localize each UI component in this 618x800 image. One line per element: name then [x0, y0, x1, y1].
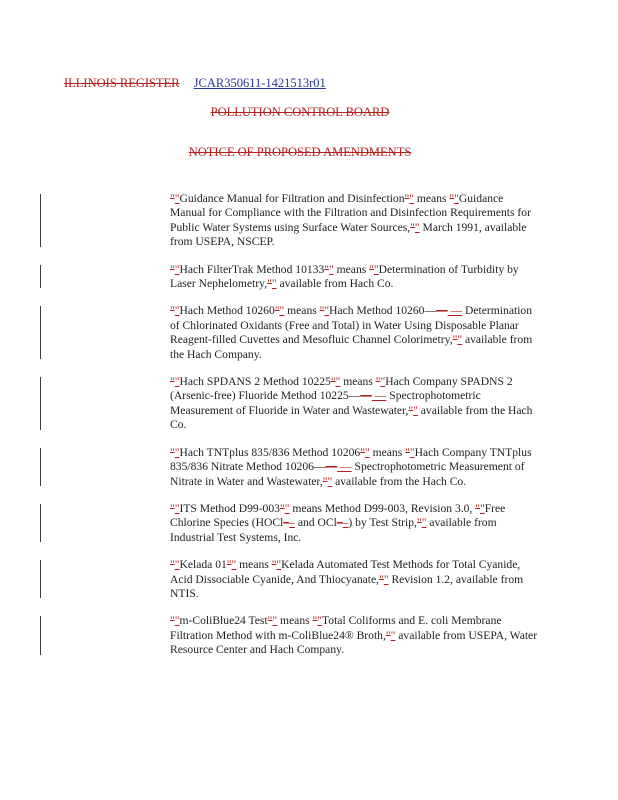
- text-run: Total Coliforms and E. coli Membrane Filtration Method with m-ColiBlue24® Broth,: [170, 614, 502, 642]
- text-run: means: [414, 192, 450, 205]
- text-run: March 1991, available from USEPA, NSCEP.: [170, 220, 527, 249]
- text-run: means: [277, 614, 313, 628]
- inserted-text: ": [454, 192, 459, 205]
- text-run: Hach FilterTrak Method 10133: [179, 262, 325, 276]
- deleted-text: ": [449, 192, 455, 205]
- text-run: Hach Method 10260: [179, 304, 275, 318]
- paragraph: [170, 558, 538, 601]
- text-run: means: [284, 304, 320, 318]
- inserted-text: ": [174, 192, 180, 205]
- deleted-text: ": [170, 558, 175, 572]
- text-run: available from the Hach Company.: [170, 333, 533, 361]
- deleted-text: ": [330, 375, 336, 389]
- paragraph: [170, 614, 538, 657]
- text-run: means: [333, 262, 370, 276]
- deleted-text: ": [226, 558, 232, 572]
- deleted-text: ": [170, 614, 175, 628]
- text-run: available from the Hach Co.: [170, 403, 533, 432]
- deleted-text: ": [369, 262, 374, 276]
- text-run: ITS Method D99-003: [179, 501, 280, 515]
- deleted-text: ": [475, 501, 480, 515]
- deleted-text: –: [336, 516, 343, 530]
- text-run: Spectrophotometric Measurement of Nitrate in Water and Wastewater,: [170, 460, 525, 488]
- inserted-text: ": [231, 558, 237, 572]
- inserted-text: ": [457, 333, 463, 347]
- paragraph: [170, 375, 538, 433]
- inserted-text: ": [174, 501, 180, 515]
- text-run: means Method D99-003, Revision 3.0,: [289, 501, 476, 515]
- deleted-text: ": [170, 304, 175, 318]
- text-run: Spectrophotometric Measurement of Fluoride in Water and Wastewater,: [170, 389, 481, 417]
- inserted-text: ": [421, 516, 427, 530]
- paragraph: [170, 502, 538, 545]
- deleted-text: ": [279, 501, 285, 515]
- inserted-text: ": [327, 474, 333, 488]
- inserted-text: ": [390, 628, 396, 642]
- text-run: Hach Method 10260—: [329, 304, 437, 318]
- text-run: Hach TNTplus 835/836 Method 10206: [179, 445, 361, 459]
- deleted-text: ": [410, 220, 415, 234]
- inserted-text: ": [174, 614, 180, 628]
- text-run: ) by Test Strip,: [348, 516, 417, 530]
- text-run: Determination of Turbidity by Laser Nephelometry,: [170, 262, 519, 291]
- inserted-text: ": [174, 375, 180, 389]
- deleted-text: ": [324, 262, 330, 276]
- text-run: Revision 1.2, available from NTIS.: [170, 572, 524, 600]
- inserted-text: ": [276, 558, 282, 572]
- deleted-text: ": [170, 501, 175, 515]
- paragraph: [170, 263, 538, 292]
- deleted-text: ": [319, 304, 325, 318]
- text-run: Kelada Automated Test Methods for Total Cyanide, Acid Dissociable Cyanide, And Thiocyanate,: [170, 558, 521, 586]
- text-run: means: [340, 375, 376, 389]
- paragraph: [170, 446, 538, 489]
- deleted-text: ": [322, 474, 328, 488]
- deleted-text: ": [170, 262, 175, 276]
- deleted-text: —: [436, 304, 448, 318]
- deleted-text: ": [360, 445, 365, 459]
- text-run: available from Industrial Test Systems, Inc.: [170, 516, 497, 544]
- board-title-line: [0, 105, 600, 120]
- header-line: [64, 76, 326, 91]
- document-body: [170, 192, 538, 671]
- inserted-text: —: [447, 304, 463, 318]
- deleted-text: ": [312, 614, 318, 628]
- deleted-text: ": [375, 375, 381, 389]
- deleted-text: ": [170, 192, 175, 205]
- text-run: means: [236, 558, 272, 572]
- deleted-text: ": [379, 572, 384, 586]
- inserted-text: —: [371, 389, 387, 403]
- inserted-text: ": [380, 375, 386, 389]
- text-run: Guidance Manual for Compliance with the Filtration and Disinfection Requirements for Public Water Systems using Surface Water Sources,: [170, 192, 531, 234]
- inserted-text: ": [413, 403, 418, 417]
- inserted-text: ": [279, 304, 285, 318]
- text-run: Hach SPDANS 2 Method 10225: [179, 375, 331, 389]
- deleted-text: ": [405, 445, 410, 459]
- deleted-text: ": [274, 304, 280, 318]
- deleted-text: ": [408, 403, 414, 417]
- text-run: Hach Company SPADNS 2 (Arsenic-free) Fluoride Method 10225—: [170, 375, 513, 403]
- deleted-text: ": [271, 558, 277, 572]
- deleted-text: ": [170, 445, 175, 459]
- board-title: POLLUTION CONTROL BOARD: [210, 105, 390, 119]
- text-run: available from Hach Co.: [276, 277, 394, 291]
- inserted-text: ": [317, 614, 323, 628]
- inserted-text: ": [284, 501, 290, 515]
- text-run: m-ColiBlue24 Test: [179, 614, 268, 628]
- inserted-text: ": [174, 262, 180, 276]
- text-run: available from the Hach Co.: [332, 474, 467, 488]
- deleted-text: ": [416, 516, 422, 530]
- text-run: Free Chlorine Species (HOCl: [170, 501, 506, 530]
- notice-title: NOTICE OF PROPOSED AMENDMENTS: [188, 145, 412, 159]
- deleted-text: ": [385, 628, 391, 642]
- inserted-text: ": [271, 277, 277, 291]
- inserted-text: ": [329, 262, 334, 276]
- inserted-text: ": [324, 304, 330, 318]
- register-title: ILLINOIS REGISTER: [64, 76, 180, 90]
- inserted-text: ": [272, 614, 278, 628]
- inserted-text: ": [335, 375, 341, 389]
- text-run: Hach Company TNTplus 835/836 Nitrate Method 10206—: [170, 445, 532, 474]
- deleted-text: —: [325, 460, 338, 474]
- paragraph: [170, 192, 538, 250]
- deleted-text: ": [404, 192, 410, 205]
- docket-number: JCAR350611-1421513r01: [193, 76, 326, 90]
- inserted-text: ": [364, 445, 370, 459]
- deleted-text: ": [267, 277, 272, 291]
- inserted-text: –: [289, 516, 295, 530]
- paragraph: [170, 304, 538, 362]
- notice-title-line: [0, 145, 600, 160]
- text-run: Determination of Chlorinated Oxidants (Free and Total) in Water Using Disposable Planar Reagent-filled Cuvettes and Mesofluic Channel Colorimetry,: [170, 304, 533, 347]
- inserted-text: ": [409, 192, 414, 205]
- inserted-text: —: [337, 460, 352, 474]
- text-run: available from USEPA, Water Resource Center and Hach Company.: [170, 628, 538, 657]
- deleted-text: ": [267, 614, 273, 628]
- inserted-text: ": [174, 445, 180, 459]
- text-run: and OCl: [294, 516, 337, 530]
- inserted-text: ": [479, 501, 485, 515]
- inserted-text: ": [383, 572, 389, 586]
- inserted-text: ": [414, 220, 420, 234]
- deleted-text: ": [170, 375, 175, 389]
- text-run: Guidance Manual for Filtration and Disinfection: [179, 192, 405, 205]
- text-run: Kelada 01: [179, 558, 227, 572]
- deleted-text: ": [452, 333, 458, 347]
- deleted-text: —: [360, 389, 372, 403]
- text-run: means: [369, 445, 406, 459]
- inserted-text: ": [373, 262, 379, 276]
- inserted-text: –: [342, 516, 349, 530]
- inserted-text: ": [174, 558, 180, 572]
- inserted-text: ": [174, 304, 180, 318]
- deleted-text: –: [283, 516, 290, 530]
- inserted-text: ": [409, 445, 415, 459]
